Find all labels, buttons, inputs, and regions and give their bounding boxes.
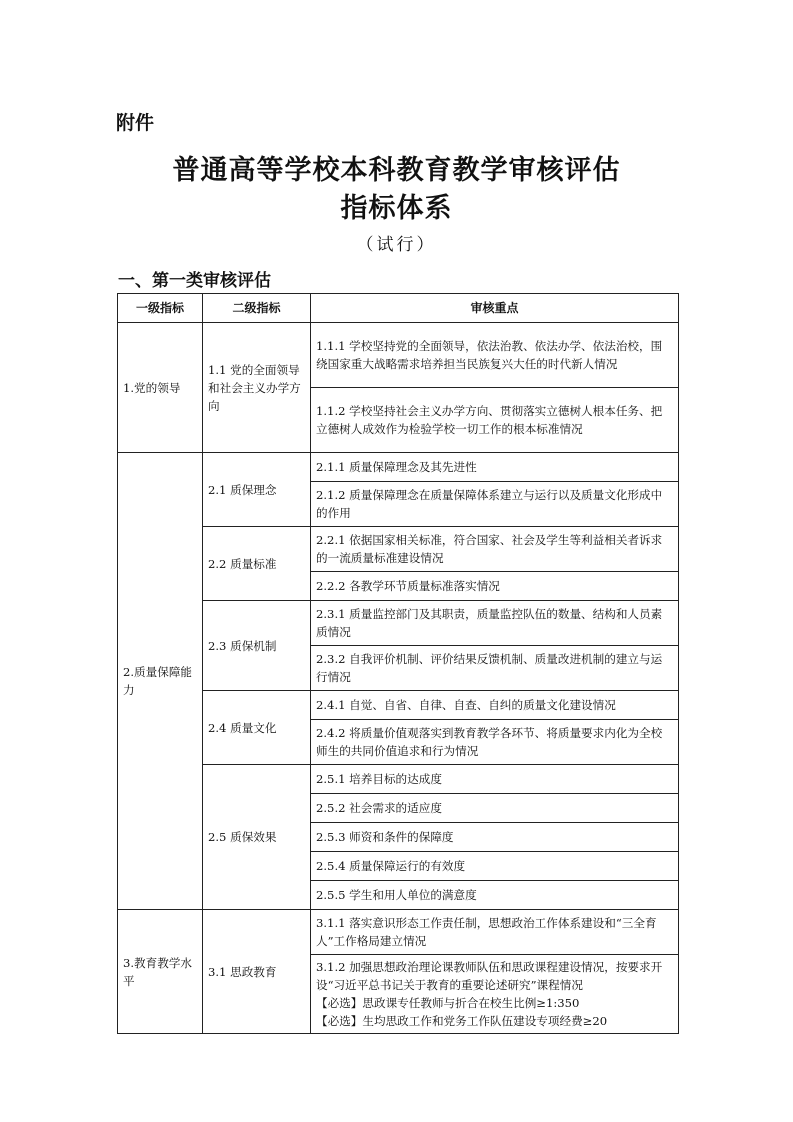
table-row [118,323,679,388]
indicator-table [117,293,679,1034]
review-point: 2.3.2 自我评价机制、评价结果反馈机制、质量改进机制的建立与运行情况 [311,646,679,691]
review-point: 2.5.1 培养目标的达成度 [311,765,679,794]
trial-label: （试行） [356,235,437,255]
review-point: 1.1.2 学校坚持社会主义办学方向、贯彻落实立德树人根本任务、把立德树人成效作为检验学校一切工作的根本标准情况 [311,388,679,453]
review-point: 2.2.1 依据国家相关标准，符合国家、社会及学生等利益相关者诉求的一流质量标准建设情况 [311,527,679,572]
table-row [118,691,679,720]
review-point: 2.1.1 质量保障理念及其先进性 [311,453,679,482]
level1-teaching-level: 3.教育教学水平 [118,910,203,1034]
table-row [118,527,679,572]
level2-cell: 1.1 党的全面领导和社会主义办学方向 [203,323,311,453]
level2-cell: 2.3 质保机制 [203,601,311,691]
review-point-text: 3.1.2 加强思想政治理论课教师队伍和思政课程建设情况，按要求开设“习近平总书记关于教育的重要论述研究”课程情况 [316,960,663,992]
table-row [118,601,679,646]
level1-party-leadership: 1.党的领导 [118,323,203,453]
table-row [118,765,679,794]
level2-cell: 2.2 质量标准 [203,527,311,601]
review-point: 2.4.1 自觉、自省、自律、自查、自纠的质量文化建设情况 [311,691,679,720]
required-item: 【必选】思政课专任教师与折合在校生比例≥1:350 [316,996,580,1010]
table-row [118,910,679,955]
review-point: 2.5.2 社会需求的适应度 [311,794,679,823]
level1-quality-assurance: 2.质量保障能力 [118,453,203,910]
document-title: 普通高等学校本科教育教学审核评估 [172,155,621,186]
header-level1: 一级指标 [118,294,203,323]
review-point: 2.3.1 质量监控部门及其职责，质量监控队伍的数量、结构和人员素质情况 [311,601,679,646]
level2-cell: 2.1 质保理念 [203,453,311,527]
header-review-points: 审核重点 [311,294,679,323]
section-title: 一、第一类审核评估 [118,271,271,291]
review-point: 2.5.3 师资和条件的保障度 [311,823,679,852]
table-header-row [118,294,679,323]
review-point: 1.1.1 学校坚持党的全面领导，依法治教、依法办学、依法治校，围绕国家重大战略需求培养担当民族复兴大任的时代新人情况 [311,323,679,388]
review-point: 2.5.4 质量保障运行的有效度 [311,852,679,881]
document-title-line2: 指标体系 [340,193,453,224]
required-item: 【必选】生均思政工作和党务工作队伍建设专项经费≥20 [316,1014,608,1028]
review-point: 2.1.2 质量保障理念在质量保障体系建立与运行以及质量文化形成中的作用 [311,482,679,527]
attachment-label: 附件 [116,112,155,134]
header-level2: 二级指标 [203,294,311,323]
review-point-with-requirements [311,955,679,1034]
level2-cell: 2.5 质保效果 [203,765,311,910]
level2-cell: 2.4 质量文化 [203,691,311,765]
table-row [118,453,679,482]
review-point: 3.1.1 落实意识形态工作责任制，思想政治工作体系建设和“三全育人”工作格局建立情况 [311,910,679,955]
level2-cell: 3.1 思政教育 [203,910,311,1034]
review-point: 2.5.5 学生和用人单位的满意度 [311,881,679,910]
review-point: 2.2.2 各教学环节质量标准落实情况 [311,572,679,601]
review-point: 2.4.2 将质量价值观落实到教育教学各环节、将质量要求内化为全校师生的共同价值追求和行为情况 [311,720,679,765]
